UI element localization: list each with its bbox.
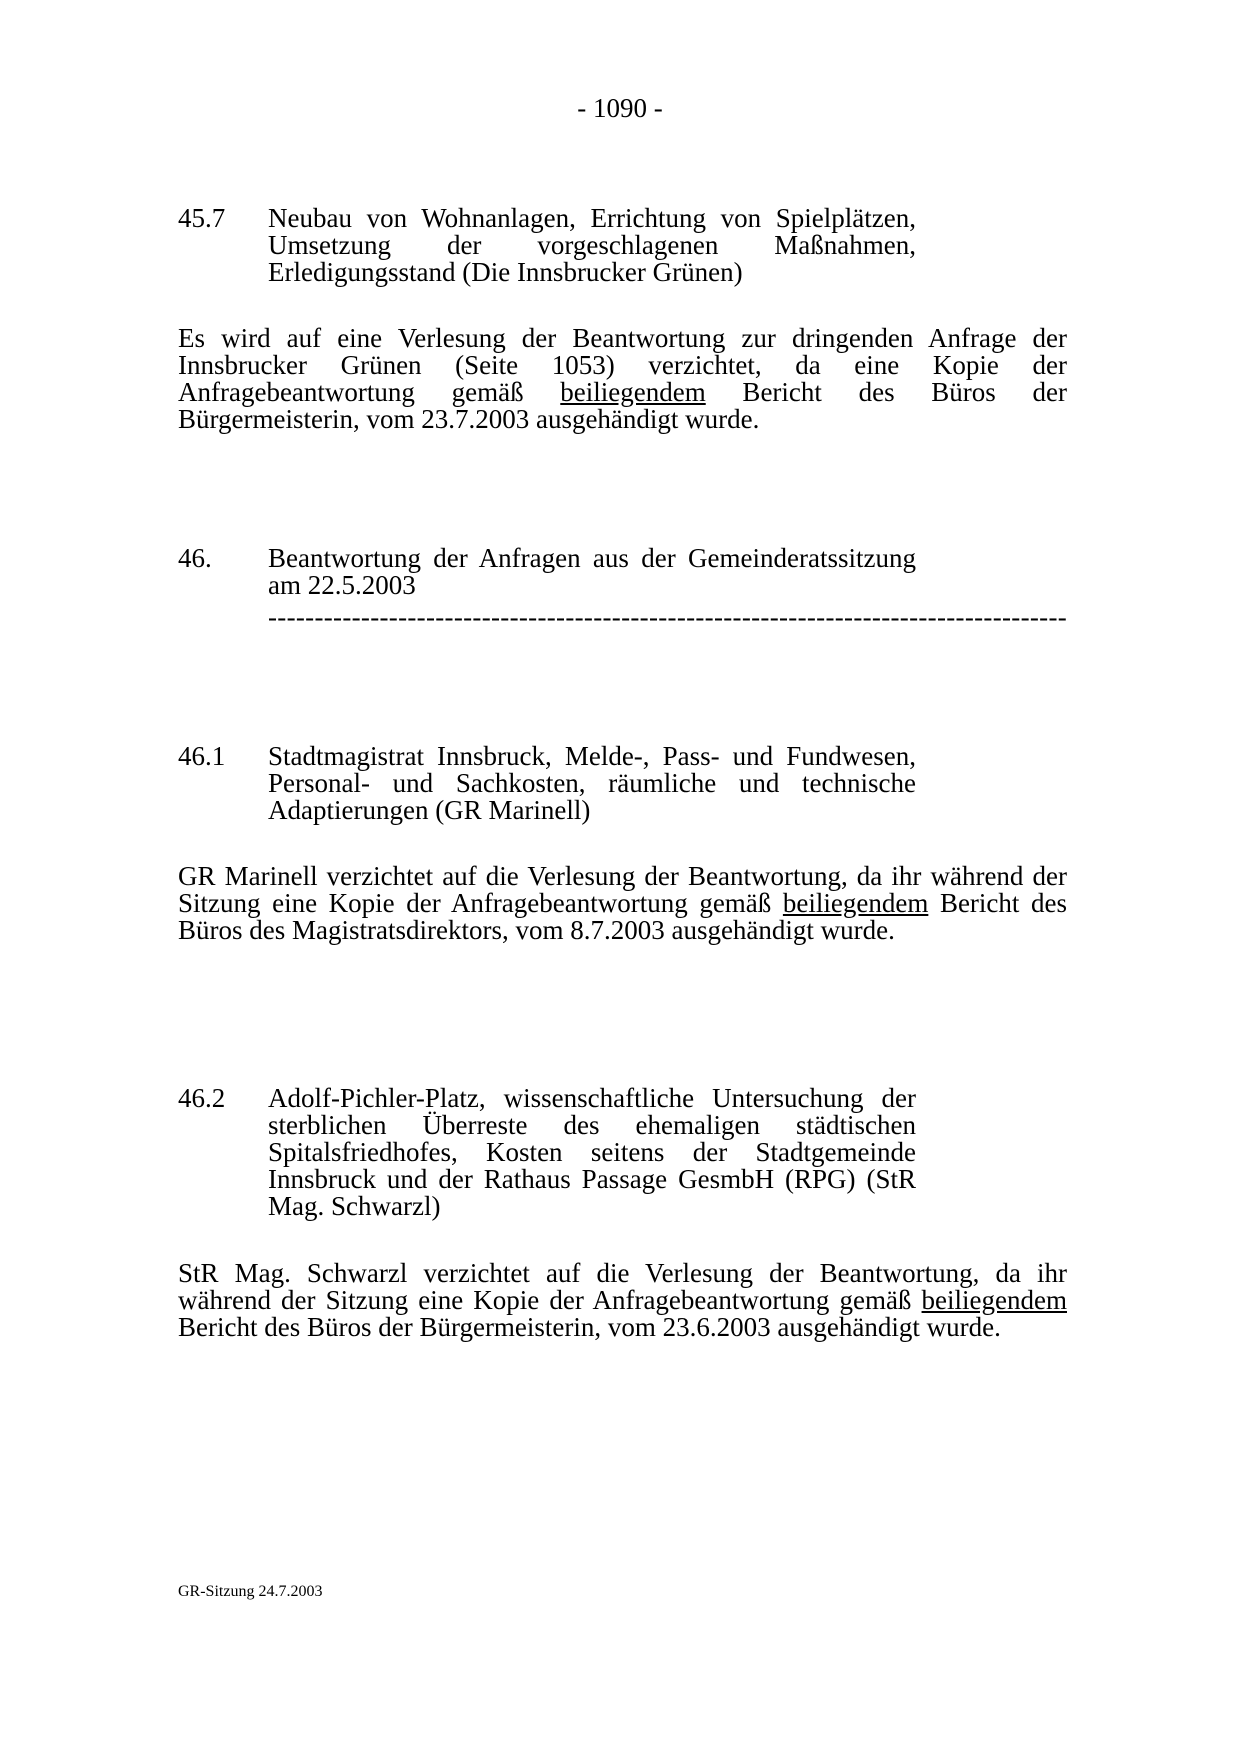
paragraph-text: Bericht des Büros der Bürgermeisterin, vom 23.7.2003 ausgehändigt wurde. (178, 377, 1067, 434)
section-title: Neubau von Wohnanlagen, Errichtung von Spielplätzen, Umsetzung der vorgeschlagenen Maßnahmen, Erledigungsstand (Die Innsbrucker Grünen) (268, 203, 916, 287)
section-paragraph-46-2 (178, 1260, 1067, 1341)
section-number: 46.1 (178, 741, 226, 771)
attachment-link[interactable]: beiliegendem (560, 377, 706, 407)
attachment-link[interactable]: beiliegendem (782, 888, 929, 918)
section-number: 46.2 (178, 1083, 226, 1113)
section-heading-46 (178, 545, 916, 599)
section-title: Adolf-Pichler-Platz, wissenschaftliche Untersuchung der sterblichen Überreste des ehemaligen städtischen Spitalsfriedhofes, Kosten seitens der Stadtgemeinde Innsbruck und der Rathaus Passage GesmbH (RPG) (StR Mag. Schwarzl) (268, 1083, 916, 1221)
page-number: - 1090 - (577, 93, 663, 123)
footer-session-date: GR-Sitzung 24.7.2003 (178, 1583, 323, 1600)
section-heading-45-7 (178, 205, 916, 286)
paragraph-text: Es wird auf eine Verlesung der Beantwortung zur dringenden Anfrage der Innsbrucker Grünen (Seite 1053) verzichtet, da eine Kopie der Anfragebeantwortung gemäß (178, 323, 1067, 407)
section-title: Beantwortung der Anfragen aus der Gemeinderatssitzung am 22.5.2003 (268, 543, 916, 600)
paragraph-text: GR Marinell verzichtet auf die Verlesung der Beantwortung, da ihr während der Sitzung eine Kopie der Anfragebeantwortung gemäß (178, 861, 1067, 918)
section-paragraph-45-7 (178, 325, 1067, 433)
section-number: 45.7 (178, 203, 226, 233)
section-heading-46-1 (178, 743, 916, 824)
paragraph-text: Bericht des Büros der Bürgermeisterin, vom 23.6.2003 ausgehändigt wurde. (178, 1312, 1001, 1342)
section-paragraph-46-1 (178, 863, 1067, 944)
paragraph-text: Bericht des Büros des Magistratsdirektors, vom 8.7.2003 ausgehändigt wurde. (178, 888, 1067, 945)
paragraph-text: StR Mag. Schwarzl verzichtet auf die Verlesung der Beantwortung, da ihr während der Sitzung eine Kopie der Anfragebeantwortung gemäß (178, 1258, 1067, 1315)
section-title: Stadtmagistrat Innsbruck, Melde-, Pass- und Fundwesen, Personal- und Sachkosten, räumliche und technische Adaptierungen (GR Marinell) (268, 741, 916, 825)
section-heading-46-2 (178, 1085, 916, 1220)
separator-line: -------------------------------------------------------------------------------------- (268, 602, 1068, 632)
attachment-link[interactable]: beiliegendem (921, 1285, 1067, 1315)
section-number: 46. (178, 543, 212, 573)
